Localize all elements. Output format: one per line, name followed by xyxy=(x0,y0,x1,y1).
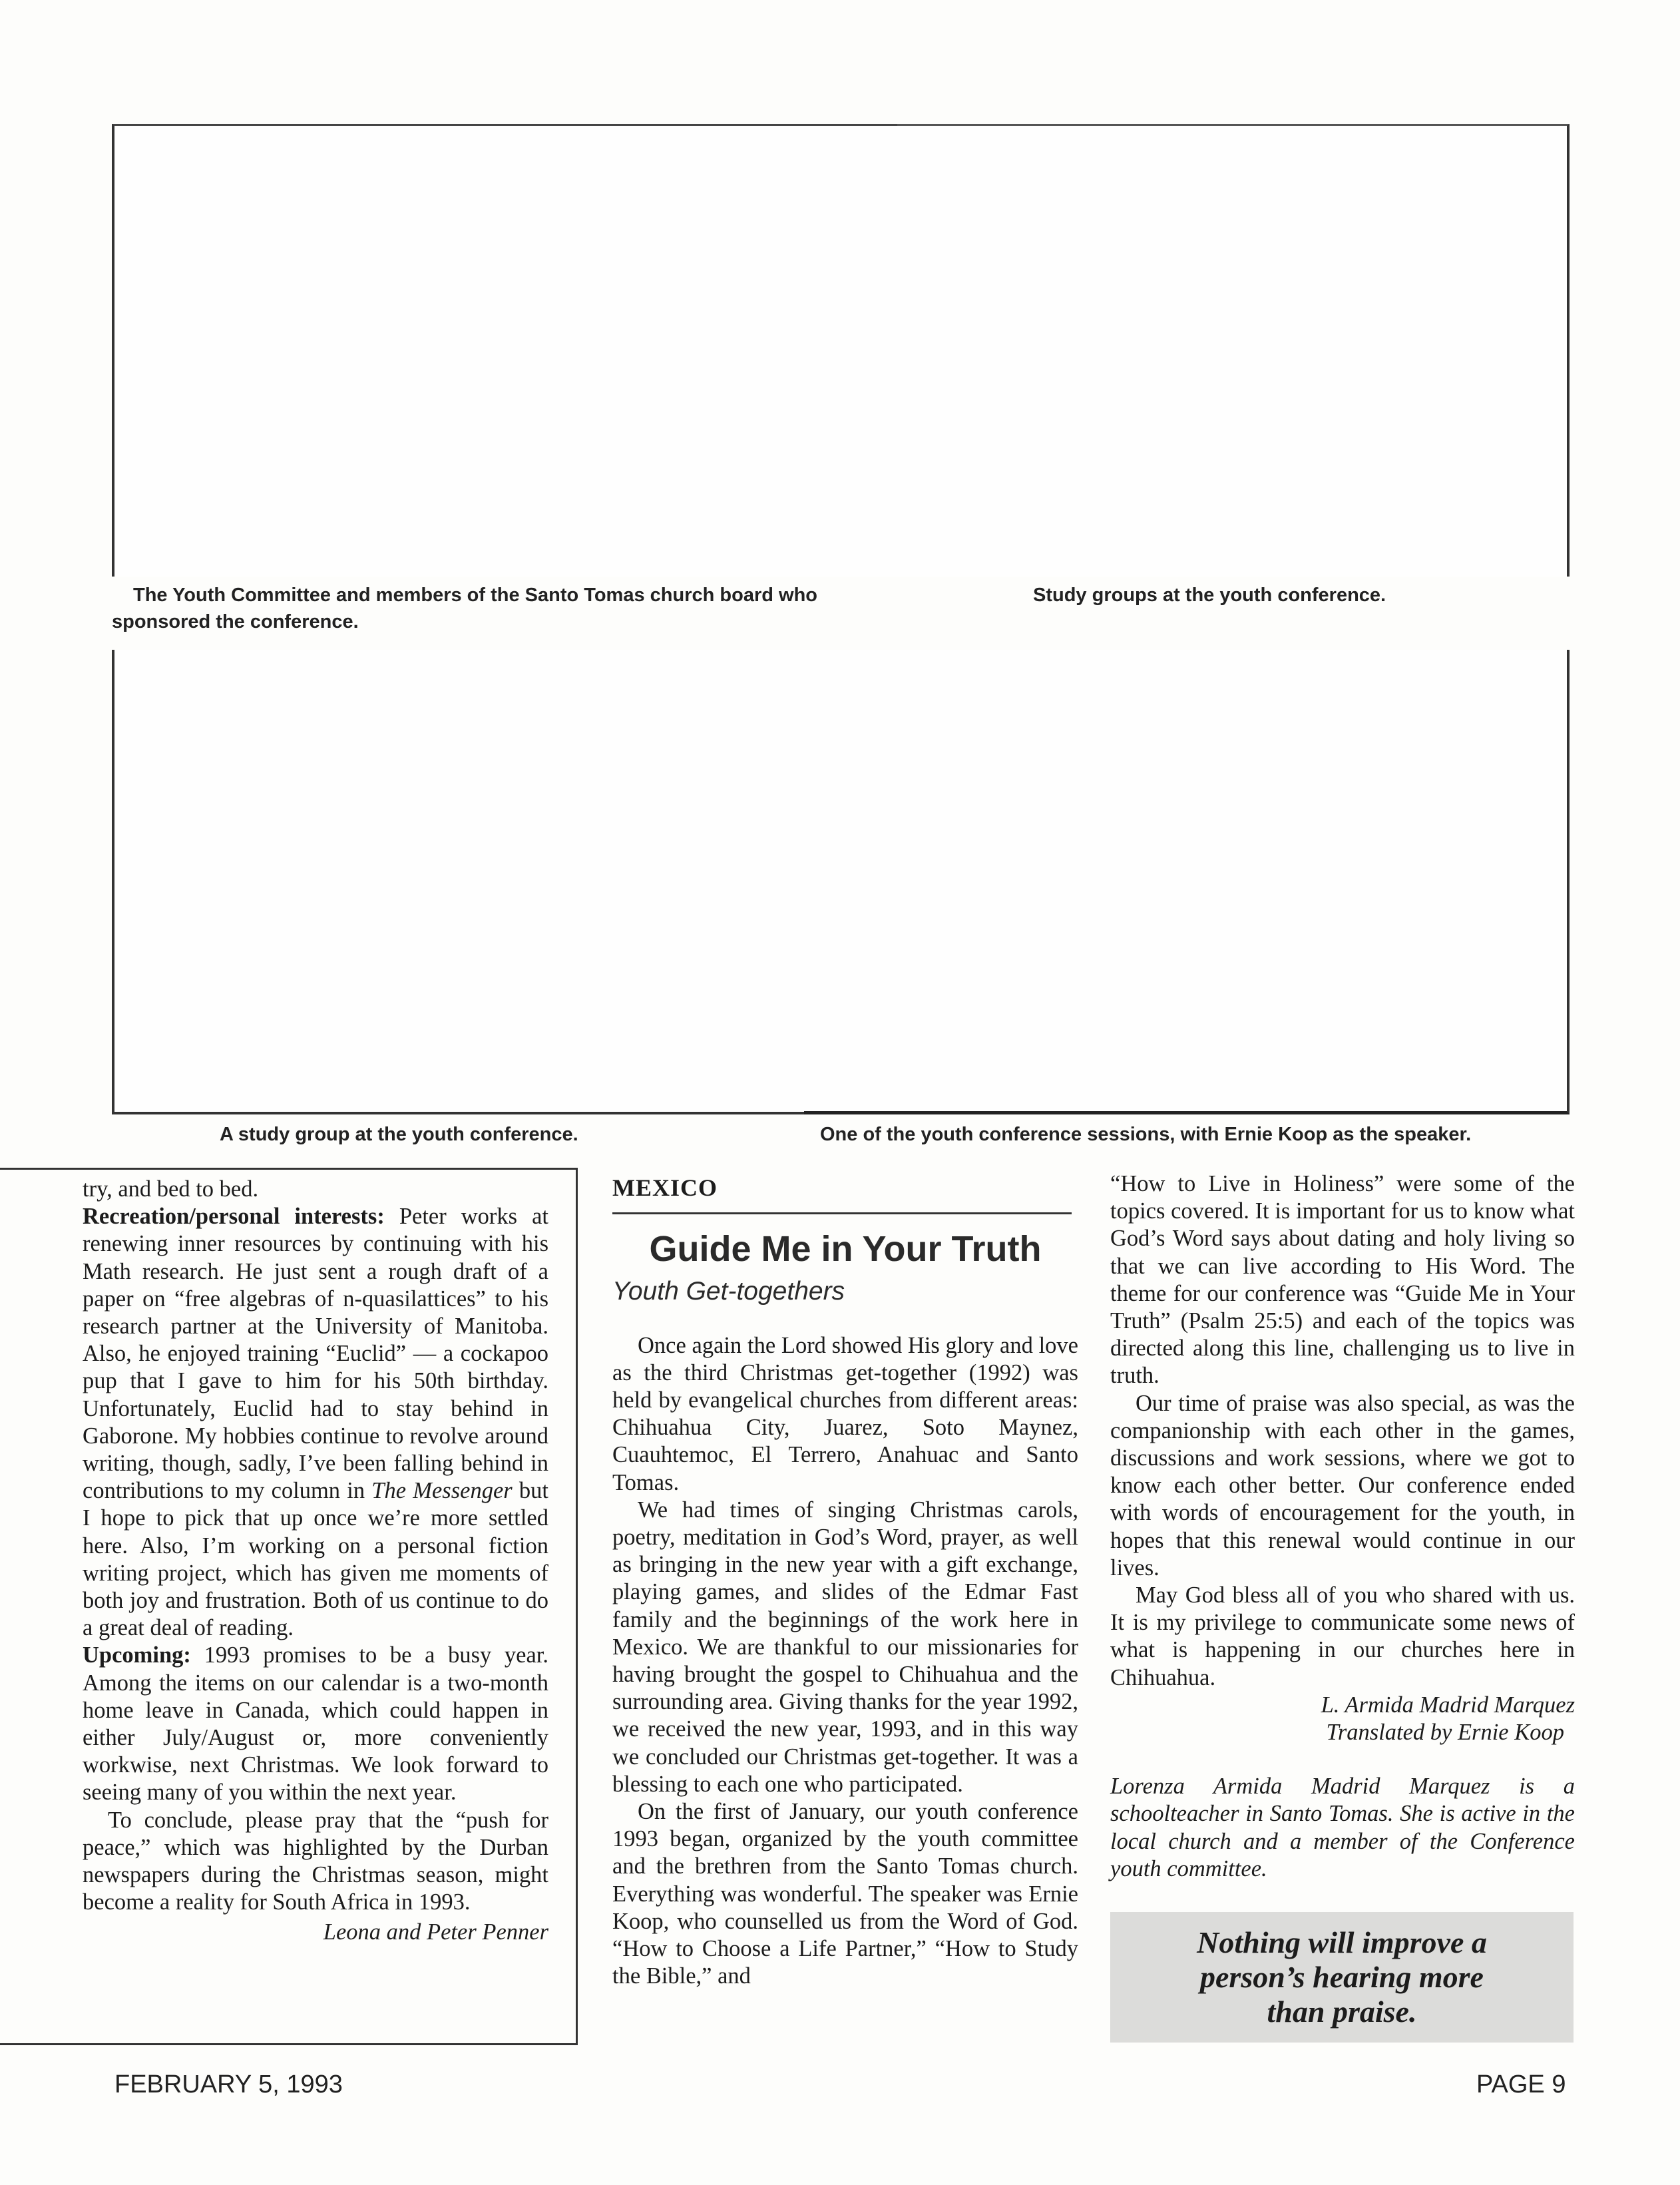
paragraph-text: Peter works at renewing inner resources by continuing with his Math research. He just sent a rough draft of a paper on “free algebras of n-quasilattices” to his research partner at the University of Manitoba. Also, he enjoyed training “Euclid” — a cockapoo pup that I gave to him for his 50th birthday. Unfortunately, Euclid had to stay behind in Gaborone. My hobbies continue to revolve around writing, though, sadly, I’ve been falling behind in contributions to my column in xyxy=(83,1204,548,1504)
paragraph: We had times of singing Christmas carols, poetry, meditation in God’s Word, prayer, as well as bringing in the new year with a gift exchange, playing games, and slides of the Edmar Fast family and the beginnings of the work here in Mexico. We are thankful to our missionaries for having brought the gospel to Chihuahua and the surrounding area. Giving thanks for the year 1992, we received the new year, 1993, and in this way we concluded our Christmas get-together. It was a blessing to each one who participated. xyxy=(612,1497,1078,1797)
signature-translator: Translated by Ernie Koop xyxy=(1326,1720,1564,1746)
caption-study-groups xyxy=(1033,582,1552,608)
footer-page-number: PAGE 9 xyxy=(1476,2070,1566,2098)
publication-title: The Messenger xyxy=(371,1478,513,1504)
article-headline: Guide Me in Your Truth xyxy=(649,1229,1042,1270)
quote-line: than praise. xyxy=(1267,1995,1417,2029)
caption-line: Study groups at the youth conference. xyxy=(1033,585,1386,606)
paragraph-text: 1993 promises to be a busy year. Among the items on our calendar is a two-month home leave in Canada, which could happen in either July/August or, more conveniently workwise, next Christmas. We look forward to seeing many of you within the next year. xyxy=(83,1642,548,1806)
photo-conference-session xyxy=(804,650,1570,1114)
paragraph: Once again the Lord showed His glory and love as the third Christmas get-together (1992) was held by evangelical churches from different areas: Chihuahua City, Juarez, Soto Maynez, Cuauhtemoc, El Terrero, Anahuac and Santo Tomas. xyxy=(612,1332,1078,1495)
paragraph: On the first of January, our youth conference 1993 began, organized by the youth committee and the brethren from the Santo Tomas church. Everything was wonderful. The speaker was Ernie Koop, who counselled us from the Word of God. “How to Choose a Life Partner,” “How to Study the Bible,” and xyxy=(612,1799,1078,1989)
author-bio: Lorenza Armida Madrid Marquez is a schoolteacher in Santo Tomas. She is active in the local church and a member of the Conference youth committee. xyxy=(1110,1774,1575,1881)
lead-upcoming: Upcoming: xyxy=(83,1642,191,1668)
caption-youth-committee xyxy=(112,582,932,635)
paragraph-text: but I hope to pick that up once we’re more settled here. Also, I’m working on a personal fiction writing project, which has given me moments of both joy and frustration. Both of us continue to do a great deal of reading. xyxy=(83,1478,548,1641)
quote-line: person’s hearing more xyxy=(1200,1960,1484,1994)
lead-recreation: Recreation/personal interests: xyxy=(83,1204,385,1230)
paragraph xyxy=(83,1642,548,1806)
middle-column xyxy=(612,1174,1078,1990)
caption-conference-session: One of the youth conference sessions, with Ernie Koop as the speaker. xyxy=(820,1124,1472,1145)
photo-youth-committee xyxy=(112,124,897,577)
signature-author: L. Armida Madrid Marquez xyxy=(1321,1692,1575,1718)
right-column xyxy=(1110,1170,1575,1883)
caption-line: The Youth Committee and members of the Santo Tomas church board who xyxy=(133,585,817,606)
paragraph: try, and bed to bed. xyxy=(83,1176,259,1202)
paragraph: May God bless all of you who shared with us. It is my privilege to communicate some news of what is happening in our churches here in Chihuahua. xyxy=(1110,1582,1575,1690)
paragraph: Our time of praise was also special, as was the companionship with each other in the games, discussions and work sessions, where we got to know each other better. Our conference ended with words of encouragement for the youth, in hopes that this renewal would continue in our lives. xyxy=(1110,1390,1575,1580)
footer-date: FEBRUARY 5, 1993 xyxy=(114,2070,343,2098)
caption-line: sponsored the conference. xyxy=(112,611,359,632)
quote-line: Nothing will improve a xyxy=(1197,1925,1487,1959)
photo-study-group xyxy=(112,650,804,1114)
signature: Leona and Peter Penner xyxy=(323,1919,548,1945)
caption-study-group: A study group at the youth conference. xyxy=(220,1124,578,1145)
section-label: MEXICO xyxy=(612,1174,718,1201)
left-column xyxy=(83,1176,548,1947)
photo-study-groups xyxy=(897,124,1570,577)
pull-quote xyxy=(1110,1912,1574,2043)
paragraph: To conclude, please pray that the “push for peace,” which was highlighted by the Durban newspapers during the Christmas season, might become a reality for South Africa in 1993. xyxy=(83,1807,548,1915)
paragraph xyxy=(83,1203,548,1642)
paragraph: “How to Live in Holiness” were some of the topics covered. It is important for us to know what God’s Word says about dating and holy living so that we can live according to His Word. The theme for our conference was “Guide Me in Your Truth” (Psalm 25:5) and each of the topics was directed along this line, challenging us to live in truth. xyxy=(1110,1171,1575,1389)
article-subhead: Youth Get-togethers xyxy=(612,1277,845,1306)
section-rule xyxy=(612,1212,1072,1214)
